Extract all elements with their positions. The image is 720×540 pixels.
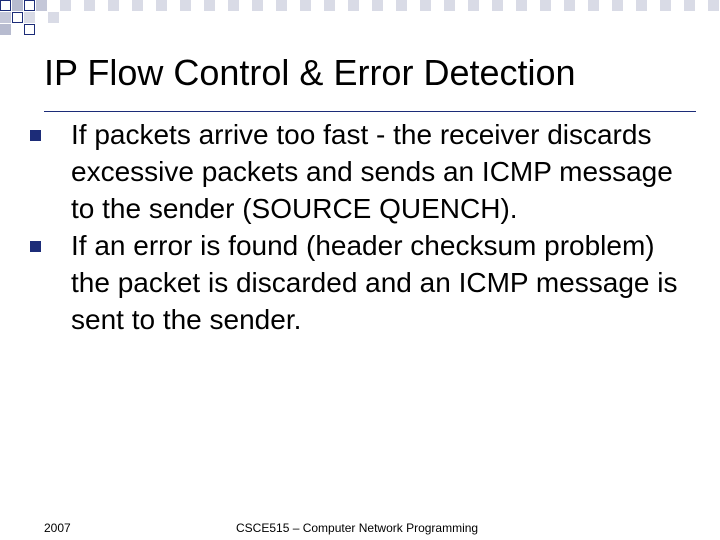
checker-square xyxy=(276,0,287,11)
checker-square xyxy=(564,0,575,11)
bullet-text: If an error is found (header checksum problem) the packet is discarded and an ICMP message is sent to the sender. xyxy=(71,230,678,335)
checker-square xyxy=(348,0,359,11)
checker-square xyxy=(660,0,671,11)
checker-square xyxy=(48,12,59,23)
checker-square xyxy=(588,0,599,11)
square-bullet-icon xyxy=(30,130,41,141)
bullet-list xyxy=(30,116,690,338)
checker-square xyxy=(24,12,35,23)
checker-square xyxy=(708,0,719,11)
checker-square xyxy=(24,0,35,11)
checker-square xyxy=(684,0,695,11)
checker-square xyxy=(540,0,551,11)
bullet-text: If packets arrive too fast - the receiver discards excessive packets and sends an ICMP message to the sender (SOURCE QUENCH). xyxy=(71,119,673,224)
checker-square xyxy=(396,0,407,11)
checker-square xyxy=(180,0,191,11)
checker-square xyxy=(300,0,311,11)
bullet-item xyxy=(30,227,690,338)
footer-course: CSCE515 – Computer Network Programming xyxy=(236,521,479,535)
checker-square xyxy=(636,0,647,11)
square-bullet-icon xyxy=(30,241,41,252)
checker-square xyxy=(156,0,167,11)
decorative-checker-pattern xyxy=(0,0,720,40)
checker-square xyxy=(252,0,263,11)
checker-square xyxy=(24,24,35,35)
checker-square xyxy=(372,0,383,11)
checker-square xyxy=(516,0,527,11)
checker-square xyxy=(492,0,503,11)
checker-square xyxy=(420,0,431,11)
checker-square xyxy=(0,0,11,11)
checker-square xyxy=(12,0,23,11)
title-divider xyxy=(44,111,696,112)
checker-square xyxy=(468,0,479,11)
checker-square xyxy=(60,0,71,11)
checker-square xyxy=(36,0,47,11)
checker-square xyxy=(0,24,11,35)
checker-square xyxy=(444,0,455,11)
footer-year: 2007 xyxy=(44,521,71,535)
slide-title: IP Flow Control & Error Detection xyxy=(44,52,576,93)
checker-square xyxy=(12,12,23,23)
checker-square xyxy=(612,0,623,11)
checker-square xyxy=(204,0,215,11)
checker-square xyxy=(108,0,119,11)
bullet-item xyxy=(30,116,690,227)
checker-square xyxy=(84,0,95,11)
checker-square xyxy=(132,0,143,11)
checker-square xyxy=(324,0,335,11)
checker-square xyxy=(228,0,239,11)
checker-square xyxy=(0,12,11,23)
